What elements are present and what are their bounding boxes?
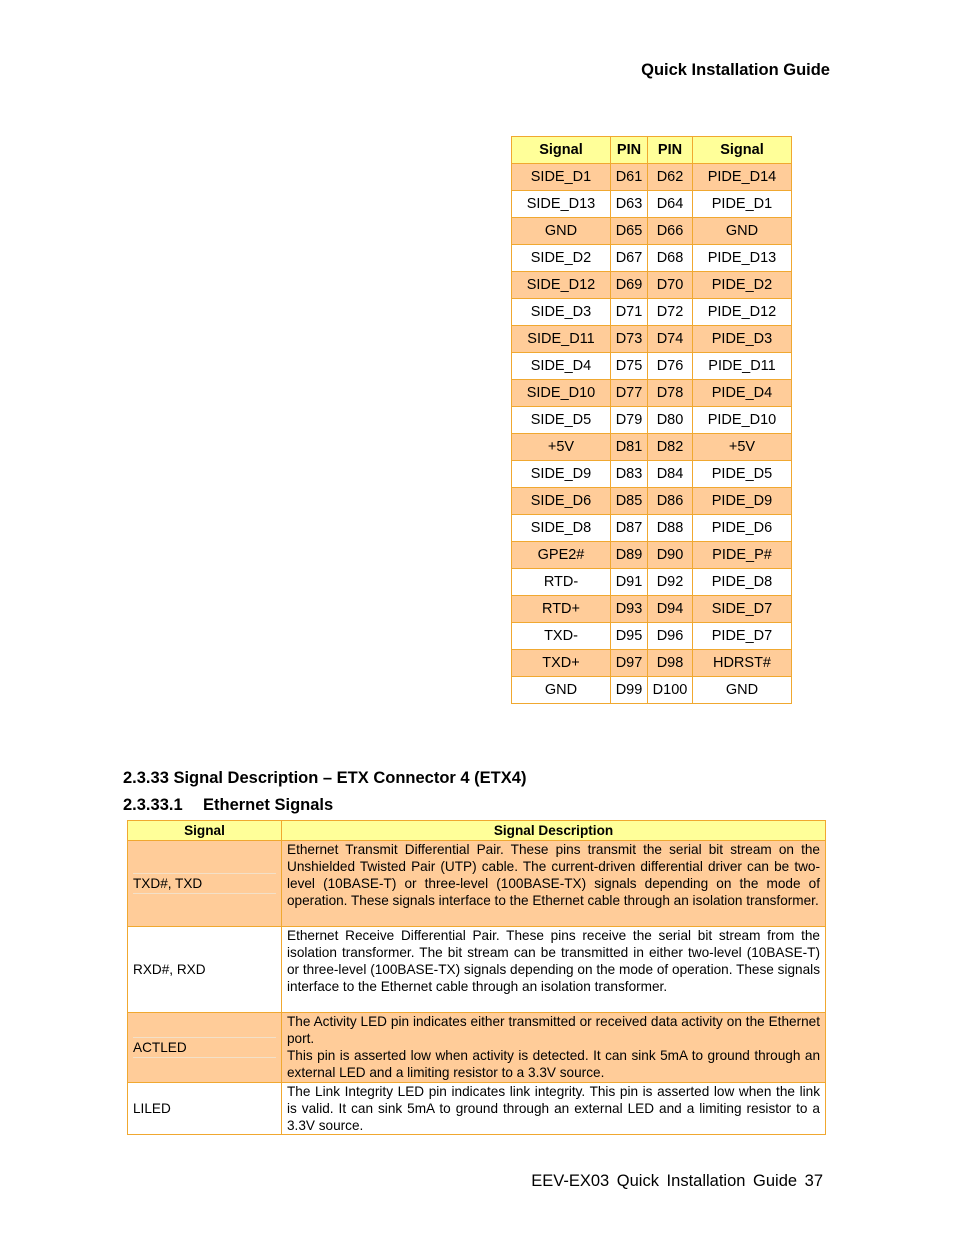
page-footer: EEV-EX03 Quick Installation Guide 37: [531, 1172, 823, 1190]
table-row: [128, 927, 826, 1013]
pin-table-header-pin: PIN: [648, 137, 693, 164]
signal-cell: PIDE_D6: [693, 515, 792, 542]
pin-cell: D62: [648, 164, 693, 191]
pin-cell: D74: [648, 326, 693, 353]
signal-cell: SIDE_D12: [512, 272, 611, 299]
pin-cell: D97: [611, 650, 648, 677]
pin-cell: D81: [611, 434, 648, 461]
table-row: [512, 326, 792, 353]
signal-cell: PIDE_D14: [693, 164, 792, 191]
pin-cell: D69: [611, 272, 648, 299]
pin-cell: D95: [611, 623, 648, 650]
signal-name-cell: [128, 841, 282, 927]
pin-cell: D79: [611, 407, 648, 434]
pin-cell: D66: [648, 218, 693, 245]
pin-cell: D88: [648, 515, 693, 542]
signal-cell: RTD+: [512, 596, 611, 623]
table-row: [512, 353, 792, 380]
table-row: [512, 191, 792, 218]
signal-cell: PIDE_D11: [693, 353, 792, 380]
signal-table-header-row: [128, 821, 826, 841]
signal-cell: SIDE_D9: [512, 461, 611, 488]
table-row: [128, 1013, 826, 1083]
table-row: [512, 677, 792, 704]
table-row: [512, 488, 792, 515]
signal-cell: TXD+: [512, 650, 611, 677]
pin-cell: D99: [611, 677, 648, 704]
signal-name-cell: [128, 1083, 282, 1135]
pin-cell: D77: [611, 380, 648, 407]
signal-name: ACTLED: [133, 1037, 276, 1058]
pin-cell: D87: [611, 515, 648, 542]
subsection-title: Ethernet Signals: [203, 796, 334, 814]
signal-table-header-signal: Signal: [128, 821, 282, 841]
signal-cell: SIDE_D4: [512, 353, 611, 380]
signal-description-text: Ethernet Transmit Differential Pair. These pins transmit the serial bit stream on the Unshielded Twisted Pair (UTP) cable. The current-driven differential driver can be two-level (10BASE-T) or three-level (100BASE-TX) signals depending on the mode of operation. These signals interface to the Ethernet cable through an isolation transformer.: [287, 842, 820, 908]
signal-description-text: The Link Integrity LED pin indicates link integrity. This pin is asserted low when the link is valid. It can sink 5mA to ground through an external LED and a limiting resistor to a 3.3V source.: [287, 1084, 820, 1133]
signal-cell: GND: [693, 677, 792, 704]
signal-cell: SIDE_D2: [512, 245, 611, 272]
pin-cell: D90: [648, 542, 693, 569]
signal-description-cell: [282, 927, 826, 1013]
signal-cell: GND: [693, 218, 792, 245]
signal-name-cell: [128, 1013, 282, 1083]
pin-cell: D91: [611, 569, 648, 596]
subsection-number: 2.3.33.1: [123, 796, 183, 814]
pin-cell: D83: [611, 461, 648, 488]
pin-cell: D67: [611, 245, 648, 272]
pin-cell: D71: [611, 299, 648, 326]
signal-cell: SIDE_D5: [512, 407, 611, 434]
signal-cell: +5V: [512, 434, 611, 461]
signal-cell: PIDE_D9: [693, 488, 792, 515]
pin-cell: D86: [648, 488, 693, 515]
pin-cell: D78: [648, 380, 693, 407]
pin-cell: D94: [648, 596, 693, 623]
table-row: [512, 380, 792, 407]
pin-table-header-row: [512, 137, 792, 164]
signal-cell: +5V: [693, 434, 792, 461]
signal-description-text: This pin is asserted low when activity is detected. It can sink 5mA to ground through an external LED and a limiting resistor to a 3.3V source.: [287, 1048, 820, 1080]
pin-cell: D80: [648, 407, 693, 434]
signal-cell: SIDE_D6: [512, 488, 611, 515]
signal-cell: SIDE_D1: [512, 164, 611, 191]
table-row: [512, 245, 792, 272]
signal-name: LILED: [133, 1101, 171, 1116]
signal-cell: SIDE_D10: [512, 380, 611, 407]
table-row: [128, 841, 826, 927]
signal-description-cell: [282, 1013, 826, 1083]
pin-cell: D63: [611, 191, 648, 218]
table-row: [512, 623, 792, 650]
signal-description-text: Ethernet Receive Differential Pair. These pins receive the serial bit stream from the isolation transformer. The bit stream can be transmitted in either two-level (10BASE-T) or three-level (100BASE-TX) signals depending on the mode of operation. These signals interface to the Ethernet cable through an isolation transformer.: [287, 928, 820, 994]
signal-cell: SIDE_D11: [512, 326, 611, 353]
signal-cell: SIDE_D13: [512, 191, 611, 218]
table-row: [512, 542, 792, 569]
signal-description-cell: [282, 841, 826, 927]
pin-cell: D76: [648, 353, 693, 380]
table-row: [128, 1083, 826, 1135]
pin-cell: D89: [611, 542, 648, 569]
ethernet-signals-table: [127, 820, 826, 1135]
signal-cell: PIDE_D5: [693, 461, 792, 488]
table-row: [512, 596, 792, 623]
table-row: [512, 650, 792, 677]
signal-cell: PIDE_D2: [693, 272, 792, 299]
page-header-title: Quick Installation Guide: [641, 61, 830, 79]
signal-name: TXD#, TXD: [133, 873, 276, 894]
pin-cell: D64: [648, 191, 693, 218]
signal-cell: GND: [512, 218, 611, 245]
signal-cell: PIDE_D12: [693, 299, 792, 326]
signal-cell: PIDE_D8: [693, 569, 792, 596]
signal-cell: PIDE_D10: [693, 407, 792, 434]
signal-cell: SIDE_D7: [693, 596, 792, 623]
pin-table-header-signal: Signal: [693, 137, 792, 164]
pin-cell: D98: [648, 650, 693, 677]
signal-cell: PIDE_D4: [693, 380, 792, 407]
table-row: [512, 299, 792, 326]
table-row: [512, 515, 792, 542]
pin-table-header-pin: PIN: [611, 137, 648, 164]
signal-cell: SIDE_D3: [512, 299, 611, 326]
signal-table-header-description: Signal Description: [282, 821, 826, 841]
section-heading: 2.3.33 Signal Description – ETX Connector 4 (ETX4): [123, 769, 527, 787]
signal-table-body: [128, 841, 826, 1135]
pin-cell: D96: [648, 623, 693, 650]
pin-cell: D70: [648, 272, 693, 299]
signal-cell: GPE2#: [512, 542, 611, 569]
signal-name: RXD#, RXD: [133, 962, 206, 977]
signal-cell: PIDE_D7: [693, 623, 792, 650]
pin-cell: D92: [648, 569, 693, 596]
table-row: [512, 272, 792, 299]
pin-cell: D85: [611, 488, 648, 515]
pin-cell: D72: [648, 299, 693, 326]
table-row: [512, 434, 792, 461]
pin-assignment-table: [511, 136, 792, 704]
signal-cell: RTD-: [512, 569, 611, 596]
pin-cell: D68: [648, 245, 693, 272]
signal-cell: PIDE_P#: [693, 542, 792, 569]
pin-cell: D100: [648, 677, 693, 704]
signal-cell: PIDE_D3: [693, 326, 792, 353]
table-row: [512, 218, 792, 245]
signal-description-text: The Activity LED pin indicates either transmitted or received data activity on the Ethernet port.: [287, 1014, 820, 1046]
pin-cell: D93: [611, 596, 648, 623]
pin-table-body: [512, 164, 792, 704]
table-row: [512, 164, 792, 191]
table-row: [512, 461, 792, 488]
pin-table-header-signal: Signal: [512, 137, 611, 164]
pin-cell: D61: [611, 164, 648, 191]
pin-cell: D84: [648, 461, 693, 488]
signal-cell: PIDE_D1: [693, 191, 792, 218]
signal-cell: PIDE_D13: [693, 245, 792, 272]
signal-cell: TXD-: [512, 623, 611, 650]
pin-cell: D65: [611, 218, 648, 245]
table-row: [512, 407, 792, 434]
pin-cell: D75: [611, 353, 648, 380]
signal-cell: GND: [512, 677, 611, 704]
signal-description-cell: [282, 1083, 826, 1135]
pin-cell: D73: [611, 326, 648, 353]
pin-cell: D82: [648, 434, 693, 461]
subsection-heading: [123, 796, 333, 815]
signal-name-cell: [128, 927, 282, 1013]
signal-cell: HDRST#: [693, 650, 792, 677]
signal-cell: SIDE_D8: [512, 515, 611, 542]
table-row: [512, 569, 792, 596]
